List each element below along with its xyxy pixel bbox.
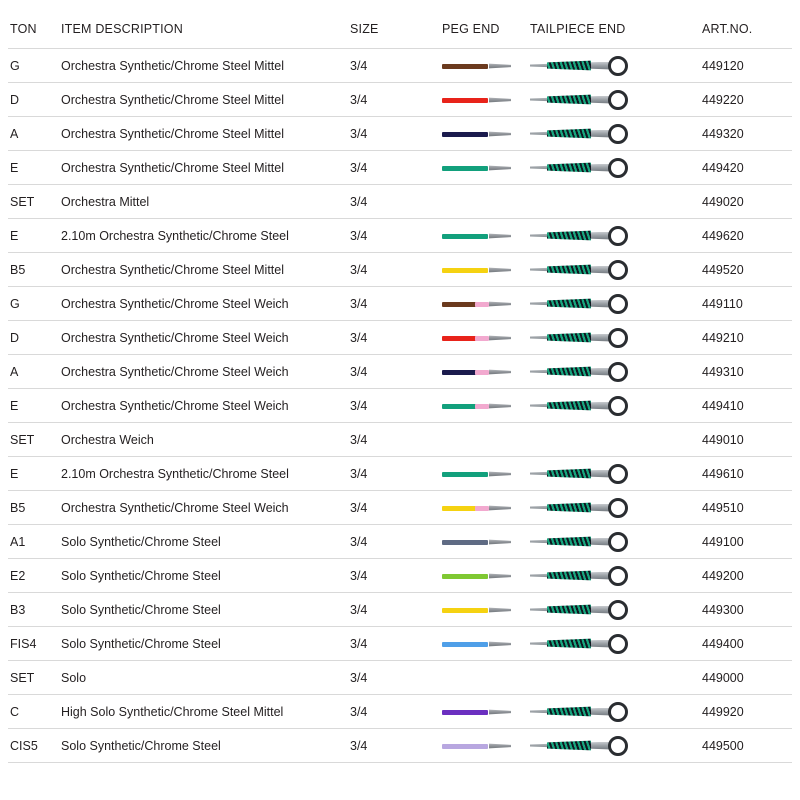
table-row [8, 151, 792, 185]
cell-size: 3/4 [350, 151, 442, 185]
cell-description: Orchestra Synthetic/Chrome Steel Mittel [53, 49, 350, 83]
tailpiece-end-icon [530, 599, 650, 621]
cell-description: Orchestra Synthetic/Chrome Steel Mittel [53, 253, 350, 287]
table-row [8, 729, 792, 763]
cell-size: 3/4 [350, 117, 442, 151]
table-row [8, 219, 792, 253]
tailpiece-end-icon [530, 463, 650, 485]
peg-steel-tip [489, 471, 511, 477]
tailpiece-ball-end [608, 702, 628, 722]
cell-description: Orchestra Synthetic/Chrome Steel Weich [53, 287, 350, 321]
cell-description: Orchestra Mittel [53, 185, 350, 219]
peg-steel-tip [489, 505, 511, 511]
cell-art-no: 449400 [702, 627, 792, 661]
peg-winding-color [442, 642, 488, 647]
cell-art-no: 449200 [702, 559, 792, 593]
tailpiece-ball-end [608, 532, 628, 552]
cell-ton: E [8, 219, 53, 253]
tailpiece-winding [547, 570, 591, 581]
peg-winding-color [442, 370, 476, 375]
cell-art-no: 449320 [702, 117, 792, 151]
peg-winding-color [442, 166, 488, 171]
tailpiece-end-icon [530, 259, 650, 281]
table-row [8, 83, 792, 117]
cell-ton: E [8, 457, 53, 491]
tailpiece-end-icon [530, 565, 650, 587]
tailpiece-ball-end [608, 294, 628, 314]
cell-ton: B5 [8, 491, 53, 525]
peg-steel-tip [489, 607, 511, 613]
cell-size: 3/4 [350, 185, 442, 219]
cell-peg-end [442, 423, 530, 457]
peg-end-icon [442, 366, 514, 378]
cell-tailpiece-end [530, 117, 702, 151]
cell-ton: FIS4 [8, 627, 53, 661]
cell-size: 3/4 [350, 219, 442, 253]
cell-tailpiece-end [530, 219, 702, 253]
cell-ton: C [8, 695, 53, 729]
peg-steel-tip [489, 573, 511, 579]
cell-size: 3/4 [350, 287, 442, 321]
cell-art-no: 449210 [702, 321, 792, 355]
peg-winding-color [442, 710, 488, 715]
cell-ton: E [8, 151, 53, 185]
cell-peg-end [442, 729, 530, 763]
tailpiece-ball-end [608, 736, 628, 756]
cell-description: Solo Synthetic/Chrome Steel [53, 559, 350, 593]
table-row [8, 593, 792, 627]
cell-art-no: 449300 [702, 593, 792, 627]
peg-winding-color [442, 540, 488, 545]
cell-tailpiece-end [530, 253, 702, 287]
cell-art-no: 449500 [702, 729, 792, 763]
cell-tailpiece-end [530, 457, 702, 491]
peg-steel-tip [489, 369, 511, 375]
cell-art-no: 449610 [702, 457, 792, 491]
cell-peg-end [442, 117, 530, 151]
tailpiece-end-icon [530, 55, 650, 77]
cell-description: Solo Synthetic/Chrome Steel [53, 627, 350, 661]
tailpiece-winding [547, 162, 591, 173]
cell-description: Orchestra Weich [53, 423, 350, 457]
cell-description: Orchestra Synthetic/Chrome Steel Mittel [53, 117, 350, 151]
cell-ton: A [8, 355, 53, 389]
peg-steel-tip [489, 709, 511, 715]
cell-peg-end [442, 287, 530, 321]
cell-tailpiece-end [530, 593, 702, 627]
cell-size: 3/4 [350, 457, 442, 491]
tailpiece-ball-end [608, 158, 628, 178]
cell-peg-end [442, 321, 530, 355]
cell-art-no: 449100 [702, 525, 792, 559]
tailpiece-winding [547, 638, 591, 649]
tailpiece-ball-end [608, 362, 628, 382]
tailpiece-ball-end [608, 566, 628, 586]
tailpiece-winding [547, 298, 591, 309]
peg-winding-color [442, 506, 476, 511]
cell-size: 3/4 [350, 593, 442, 627]
cell-peg-end [442, 219, 530, 253]
cell-tailpiece-end [530, 627, 702, 661]
tailpiece-winding [547, 536, 591, 547]
tailpiece-end-icon [530, 225, 650, 247]
cell-tailpiece-end [530, 151, 702, 185]
cell-art-no: 449010 [702, 423, 792, 457]
peg-end-icon [442, 740, 514, 752]
column-header-ton: TON [10, 22, 37, 36]
peg-winding-color [442, 98, 488, 103]
peg-end-icon [442, 230, 514, 242]
cell-description: Solo Synthetic/Chrome Steel [53, 525, 350, 559]
peg-end-icon [442, 162, 514, 174]
cell-size: 3/4 [350, 253, 442, 287]
cell-tailpiece-end [530, 559, 702, 593]
peg-end-icon [442, 604, 514, 616]
cell-ton: CIS5 [8, 729, 53, 763]
cell-peg-end [442, 661, 530, 695]
table-row [8, 661, 792, 695]
peg-silk-color [475, 404, 489, 409]
cell-art-no: 449920 [702, 695, 792, 729]
table-row [8, 389, 792, 423]
cell-size: 3/4 [350, 661, 442, 695]
tailpiece-ball-end [608, 600, 628, 620]
cell-ton: A1 [8, 525, 53, 559]
table-row [8, 525, 792, 559]
peg-end-icon [442, 128, 514, 140]
cell-peg-end [442, 151, 530, 185]
table-row [8, 287, 792, 321]
cell-peg-end [442, 185, 530, 219]
cell-size: 3/4 [350, 491, 442, 525]
peg-steel-tip [489, 403, 511, 409]
tailpiece-end-icon [530, 497, 650, 519]
tailpiece-ball-end [608, 464, 628, 484]
cell-tailpiece-end [530, 185, 702, 219]
peg-winding-color [442, 336, 476, 341]
cell-size: 3/4 [350, 627, 442, 661]
tailpiece-end-icon [530, 89, 650, 111]
cell-tailpiece-end [530, 389, 702, 423]
cell-peg-end [442, 49, 530, 83]
cell-tailpiece-end [530, 491, 702, 525]
cell-art-no: 449420 [702, 151, 792, 185]
cell-art-no: 449410 [702, 389, 792, 423]
peg-silk-color [475, 506, 489, 511]
peg-end-icon [442, 502, 514, 514]
tailpiece-end-icon [530, 327, 650, 349]
table-header-row [8, 0, 792, 49]
cell-size: 3/4 [350, 525, 442, 559]
peg-winding-color [442, 744, 488, 749]
cell-size: 3/4 [350, 49, 442, 83]
table-row [8, 627, 792, 661]
tailpiece-end-icon [530, 395, 650, 417]
cell-ton: G [8, 49, 53, 83]
peg-winding-color [442, 302, 476, 307]
tailpiece-ball-end [608, 328, 628, 348]
cell-size: 3/4 [350, 355, 442, 389]
peg-steel-tip [489, 63, 511, 69]
peg-winding-color [442, 268, 488, 273]
cell-ton: SET [8, 661, 53, 695]
cell-ton: SET [8, 185, 53, 219]
table-row [8, 423, 792, 457]
peg-end-icon [442, 400, 514, 412]
column-header-art-no: ART.NO. [702, 22, 753, 36]
peg-winding-color [442, 472, 488, 477]
table-header [8, 0, 792, 49]
table-row [8, 49, 792, 83]
cell-size: 3/4 [350, 695, 442, 729]
cell-ton: D [8, 83, 53, 117]
cell-size: 3/4 [350, 389, 442, 423]
peg-winding-color [442, 132, 488, 137]
peg-steel-tip [489, 539, 511, 545]
peg-end-icon [442, 570, 514, 582]
tailpiece-end-icon [530, 361, 650, 383]
cell-description: Orchestra Synthetic/Chrome Steel Weich [53, 321, 350, 355]
tailpiece-winding [547, 366, 591, 377]
peg-steel-tip [489, 743, 511, 749]
tailpiece-ball-end [608, 90, 628, 110]
tailpiece-ball-end [608, 226, 628, 246]
tailpiece-winding [547, 502, 591, 513]
peg-winding-color [442, 608, 488, 613]
cell-description: Solo [53, 661, 350, 695]
cell-tailpiece-end [530, 729, 702, 763]
peg-winding-color [442, 234, 488, 239]
cell-peg-end [442, 491, 530, 525]
cell-description: Orchestra Synthetic/Chrome Steel Weich [53, 355, 350, 389]
cell-description: Solo Synthetic/Chrome Steel [53, 729, 350, 763]
tailpiece-winding [547, 264, 591, 275]
cell-tailpiece-end [530, 287, 702, 321]
cell-tailpiece-end [530, 661, 702, 695]
cell-art-no: 449220 [702, 83, 792, 117]
cell-tailpiece-end [530, 525, 702, 559]
tailpiece-winding [547, 468, 591, 479]
peg-end-icon [442, 298, 514, 310]
table-row [8, 457, 792, 491]
cell-peg-end [442, 83, 530, 117]
column-header-description: ITEM DESCRIPTION [61, 22, 183, 36]
cell-art-no: 449620 [702, 219, 792, 253]
cell-ton: D [8, 321, 53, 355]
tailpiece-ball-end [608, 260, 628, 280]
cell-tailpiece-end [530, 321, 702, 355]
cell-art-no: 449310 [702, 355, 792, 389]
cell-ton: A [8, 117, 53, 151]
peg-winding-color [442, 574, 488, 579]
peg-steel-tip [489, 267, 511, 273]
cell-tailpiece-end [530, 695, 702, 729]
cell-size: 3/4 [350, 559, 442, 593]
peg-end-icon [442, 332, 514, 344]
cell-peg-end [442, 389, 530, 423]
peg-steel-tip [489, 641, 511, 647]
tailpiece-winding [547, 128, 591, 139]
tailpiece-ball-end [608, 124, 628, 144]
cell-peg-end [442, 253, 530, 287]
table-row [8, 559, 792, 593]
table-row [8, 185, 792, 219]
cell-ton: SET [8, 423, 53, 457]
cell-tailpiece-end [530, 49, 702, 83]
tailpiece-end-icon [530, 633, 650, 655]
tailpiece-end-icon [530, 157, 650, 179]
cell-description: Orchestra Synthetic/Chrome Steel Weich [53, 491, 350, 525]
cell-size: 3/4 [350, 83, 442, 117]
cell-peg-end [442, 559, 530, 593]
table-row [8, 117, 792, 151]
cell-ton: E [8, 389, 53, 423]
peg-winding-color [442, 404, 476, 409]
cell-ton: B3 [8, 593, 53, 627]
peg-end-icon [442, 706, 514, 718]
cell-description: Orchestra Synthetic/Chrome Steel Weich [53, 389, 350, 423]
column-header-tailpiece-end: TAILPIECE END [530, 22, 626, 36]
cell-size: 3/4 [350, 729, 442, 763]
tailpiece-winding [547, 400, 591, 411]
table-row [8, 253, 792, 287]
cell-description: Solo Synthetic/Chrome Steel [53, 593, 350, 627]
cell-art-no: 449510 [702, 491, 792, 525]
cell-description: 2.10m Orchestra Synthetic/Chrome Steel [53, 457, 350, 491]
cell-peg-end [442, 627, 530, 661]
cell-art-no: 449110 [702, 287, 792, 321]
table-row [8, 355, 792, 389]
tailpiece-winding [547, 706, 591, 717]
peg-winding-color [442, 64, 488, 69]
tailpiece-winding [547, 230, 591, 241]
cell-description: High Solo Synthetic/Chrome Steel Mittel [53, 695, 350, 729]
peg-end-icon [442, 94, 514, 106]
peg-end-icon [442, 638, 514, 650]
column-header-size: SIZE [350, 22, 379, 36]
cell-art-no: 449000 [702, 661, 792, 695]
cell-peg-end [442, 695, 530, 729]
tailpiece-end-icon [530, 293, 650, 315]
peg-steel-tip [489, 233, 511, 239]
peg-end-icon [442, 60, 514, 72]
cell-ton: E2 [8, 559, 53, 593]
tailpiece-winding [547, 604, 591, 615]
tailpiece-end-icon [530, 735, 650, 757]
table-row [8, 321, 792, 355]
peg-silk-color [475, 336, 489, 341]
cell-peg-end [442, 525, 530, 559]
peg-silk-color [475, 302, 489, 307]
tailpiece-end-icon [530, 531, 650, 553]
cell-size: 3/4 [350, 423, 442, 457]
peg-end-icon [442, 264, 514, 276]
cell-art-no: 449120 [702, 49, 792, 83]
tailpiece-winding [547, 740, 591, 751]
tailpiece-winding [547, 94, 591, 105]
table-row [8, 491, 792, 525]
cell-tailpiece-end [530, 355, 702, 389]
cell-peg-end [442, 593, 530, 627]
column-header-peg-end: PEG END [442, 22, 500, 36]
tailpiece-ball-end [608, 498, 628, 518]
tailpiece-ball-end [608, 634, 628, 654]
peg-steel-tip [489, 131, 511, 137]
cell-peg-end [442, 457, 530, 491]
table-row [8, 695, 792, 729]
peg-steel-tip [489, 301, 511, 307]
cell-description: Orchestra Synthetic/Chrome Steel Mittel [53, 83, 350, 117]
tailpiece-winding [547, 332, 591, 343]
cell-art-no: 449020 [702, 185, 792, 219]
cell-description: 2.10m Orchestra Synthetic/Chrome Steel [53, 219, 350, 253]
cell-tailpiece-end [530, 423, 702, 457]
tailpiece-ball-end [608, 56, 628, 76]
peg-steel-tip [489, 335, 511, 341]
cell-art-no: 449520 [702, 253, 792, 287]
cell-description: Orchestra Synthetic/Chrome Steel Mittel [53, 151, 350, 185]
cell-ton: B5 [8, 253, 53, 287]
tailpiece-end-icon [530, 123, 650, 145]
cell-size: 3/4 [350, 321, 442, 355]
string-catalog-table [8, 0, 792, 763]
cell-ton: G [8, 287, 53, 321]
peg-steel-tip [489, 165, 511, 171]
cell-peg-end [442, 355, 530, 389]
peg-steel-tip [489, 97, 511, 103]
table-body [8, 49, 792, 763]
cell-tailpiece-end [530, 83, 702, 117]
peg-end-icon [442, 468, 514, 480]
tailpiece-ball-end [608, 396, 628, 416]
tailpiece-winding [547, 60, 591, 71]
peg-silk-color [475, 370, 489, 375]
tailpiece-end-icon [530, 701, 650, 723]
peg-end-icon [442, 536, 514, 548]
